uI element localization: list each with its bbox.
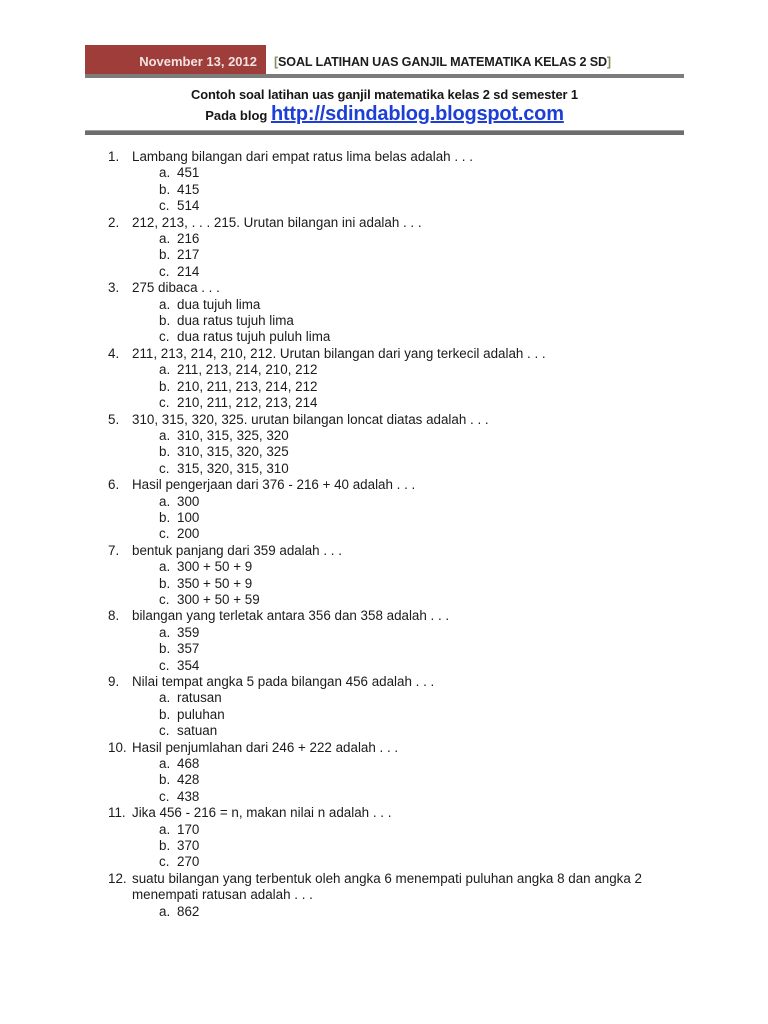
option-letter: b. <box>159 838 171 854</box>
option-text: 415 <box>177 181 200 197</box>
option-letter: c. <box>159 854 170 870</box>
option-letter: a. <box>159 624 171 640</box>
option-letter: a. <box>159 296 171 312</box>
option-text: 468 <box>177 756 200 772</box>
blog-link[interactable]: http://sdindablog.blogspot.com <box>270 103 564 125</box>
option-text: 300 + 50 + 59 <box>177 591 260 607</box>
option-letter: b. <box>159 706 171 722</box>
question-text: bilangan yang terletak antara 356 dan 358 adalah . . . <box>132 608 450 624</box>
option-text: puluhan <box>177 706 225 722</box>
option-text: 354 <box>177 657 200 673</box>
question-text: suatu bilangan yang terbentuk oleh angka 6 menempati puluhan angka 8 dan angka 2 <box>132 870 642 886</box>
option-text: satuan <box>177 723 218 739</box>
option-row <box>85 198 707 214</box>
option-letter: c. <box>159 395 170 411</box>
option-letter: a. <box>159 559 171 575</box>
option-text: 451 <box>177 165 200 181</box>
question-item <box>85 543 707 559</box>
option-row <box>85 904 707 920</box>
title-rule <box>85 130 684 135</box>
question-item <box>85 674 707 690</box>
option-letter: b. <box>159 378 171 394</box>
option-row <box>85 494 707 510</box>
option-text: dua tujuh lima <box>177 296 261 312</box>
option-letter: c. <box>159 460 170 476</box>
doc-title <box>274 55 611 69</box>
option-text: 310, 315, 320, 325 <box>177 444 289 460</box>
option-row <box>85 428 707 444</box>
date-text: November 13, 2012 <box>139 54 257 69</box>
question-number: 6. <box>108 477 120 493</box>
option-letter: a. <box>159 690 171 706</box>
option-text: 210, 211, 212, 213, 214 <box>177 395 318 411</box>
option-letter: c. <box>159 723 170 739</box>
option-row <box>85 559 707 575</box>
question-item <box>85 477 707 493</box>
option-row <box>85 461 707 477</box>
option-row <box>85 772 707 788</box>
option-row <box>85 838 707 854</box>
question-number: 7. <box>108 542 120 558</box>
question-text: Lambang bilangan dari empat ratus lima belas adalah . . . <box>132 149 473 164</box>
option-row <box>85 723 707 739</box>
subtitle: Contoh soal latihan uas ganjil matematika kelas 2 sd semester 1 <box>190 87 579 102</box>
option-letter: a. <box>159 756 171 772</box>
question-item <box>85 608 707 624</box>
option-text: dua ratus tujuh lima <box>177 313 294 329</box>
option-row <box>85 625 707 641</box>
question-text: bentuk panjang dari 359 adalah . . . <box>132 542 342 558</box>
option-text: 200 <box>177 526 200 542</box>
question-item <box>85 740 707 756</box>
option-letter: b. <box>159 772 171 788</box>
doc-title-text: SOAL LATIHAN UAS GANJIL MATEMATIKA KELAS 2 SD <box>278 54 607 69</box>
question-item <box>85 412 707 428</box>
option-text: 514 <box>177 198 200 214</box>
option-row <box>85 707 707 723</box>
option-letter: b. <box>159 181 171 197</box>
header-rule <box>85 74 684 78</box>
option-text: 359 <box>177 624 200 640</box>
option-text: 428 <box>177 772 200 788</box>
option-row <box>85 264 707 280</box>
question-item <box>85 805 707 821</box>
option-row <box>85 822 707 838</box>
option-text: ratusan <box>177 690 222 706</box>
option-row <box>85 641 707 657</box>
option-letter: c. <box>159 329 170 345</box>
option-row <box>85 526 707 542</box>
option-row <box>85 444 707 460</box>
question-number: 2. <box>108 214 120 230</box>
option-text: 170 <box>177 821 200 837</box>
option-letter: a. <box>159 903 171 919</box>
option-text: 300 + 50 + 9 <box>177 559 253 575</box>
open-bracket: [ <box>274 54 279 69</box>
option-letter: b. <box>159 247 171 263</box>
option-text: 217 <box>177 247 200 263</box>
option-letter: b. <box>159 641 171 657</box>
option-row <box>85 313 707 329</box>
question-number: 10. <box>108 739 127 755</box>
option-row <box>85 247 707 263</box>
question-item <box>85 149 707 165</box>
option-text: dua ratus tujuh puluh lima <box>177 329 331 345</box>
question-text: 310, 315, 320, 325. urutan bilangan loncat diatas adalah . . . <box>132 411 489 427</box>
option-row <box>85 165 707 181</box>
option-letter: a. <box>159 821 171 837</box>
option-text: 270 <box>177 854 200 870</box>
question-item <box>85 215 707 231</box>
question-text: Nilai tempat angka 5 pada bilangan 456 adalah . . . <box>132 674 435 689</box>
option-text: 210, 211, 213, 214, 212 <box>177 378 318 394</box>
option-row <box>85 395 707 411</box>
option-text: 438 <box>177 788 200 804</box>
option-text: 216 <box>177 231 200 247</box>
option-row <box>85 329 707 345</box>
option-row <box>85 379 707 395</box>
close-bracket: ] <box>606 54 611 69</box>
option-letter: c. <box>159 198 170 214</box>
option-text: 357 <box>177 641 200 657</box>
question-text: Jika 456 - 216 = n, makan nilai n adalah . . . <box>132 805 392 821</box>
option-text: 211, 213, 214, 210, 212 <box>177 362 318 378</box>
option-text: 370 <box>177 838 200 854</box>
option-letter: c. <box>159 788 170 804</box>
option-text: 350 + 50 + 9 <box>177 575 253 591</box>
option-text: 315, 320, 315, 310 <box>177 460 289 476</box>
option-text: 214 <box>177 263 200 279</box>
question-item <box>85 871 707 887</box>
questions-list <box>85 149 707 920</box>
option-letter: c. <box>159 263 170 279</box>
question-text-continued: menempati ratusan adalah . . . <box>132 887 313 903</box>
option-letter: c. <box>159 591 170 607</box>
blog-line <box>85 101 684 129</box>
option-row <box>85 854 707 870</box>
question-number: 11. <box>108 805 126 821</box>
option-letter: a. <box>159 493 171 509</box>
option-row <box>85 789 707 805</box>
option-row <box>85 231 707 247</box>
option-text: 862 <box>177 903 200 919</box>
option-letter: b. <box>159 313 171 329</box>
question-item <box>85 346 707 362</box>
option-text: 300 <box>177 493 200 509</box>
question-item <box>85 280 707 296</box>
option-letter: b. <box>159 575 171 591</box>
option-row <box>85 690 707 706</box>
option-letter: a. <box>159 231 171 247</box>
blog-label: Pada blog <box>205 108 271 123</box>
option-letter: a. <box>159 427 171 443</box>
option-row <box>85 576 707 592</box>
question-number: 1. <box>108 149 120 164</box>
option-text: 100 <box>177 509 200 525</box>
option-letter: a. <box>159 362 171 378</box>
question-number: 3. <box>108 280 120 296</box>
question-number: 9. <box>108 674 120 689</box>
option-row <box>85 182 707 198</box>
option-row <box>85 297 707 313</box>
option-letter: b. <box>159 444 171 460</box>
option-row <box>85 756 707 772</box>
question-text: 211, 213, 214, 210, 212. Urutan bilangan dari yang terkecil adalah . . . <box>132 345 546 361</box>
option-letter: c. <box>159 657 170 673</box>
option-row <box>85 592 707 608</box>
option-row <box>85 658 707 674</box>
question-number: 5. <box>108 411 120 427</box>
question-text: Hasil pengerjaan dari 376 - 216 + 40 adalah . . . <box>132 477 416 493</box>
question-text: Hasil penjumlahan dari 246 + 222 adalah . . . <box>132 739 399 755</box>
question-number: 4. <box>108 345 120 361</box>
option-row <box>85 510 707 526</box>
option-letter: a. <box>159 165 171 181</box>
question-number: 8. <box>108 608 120 624</box>
question-text: 275 dibaca . . . <box>132 280 220 296</box>
question-text: 212, 213, . . . 215. Urutan bilangan ini adalah . . . <box>132 214 422 230</box>
question-number: 12. <box>108 870 127 886</box>
option-row <box>85 362 707 378</box>
option-text: 310, 315, 325, 320 <box>177 427 289 443</box>
option-letter: c. <box>159 526 170 542</box>
option-letter: b. <box>159 509 171 525</box>
